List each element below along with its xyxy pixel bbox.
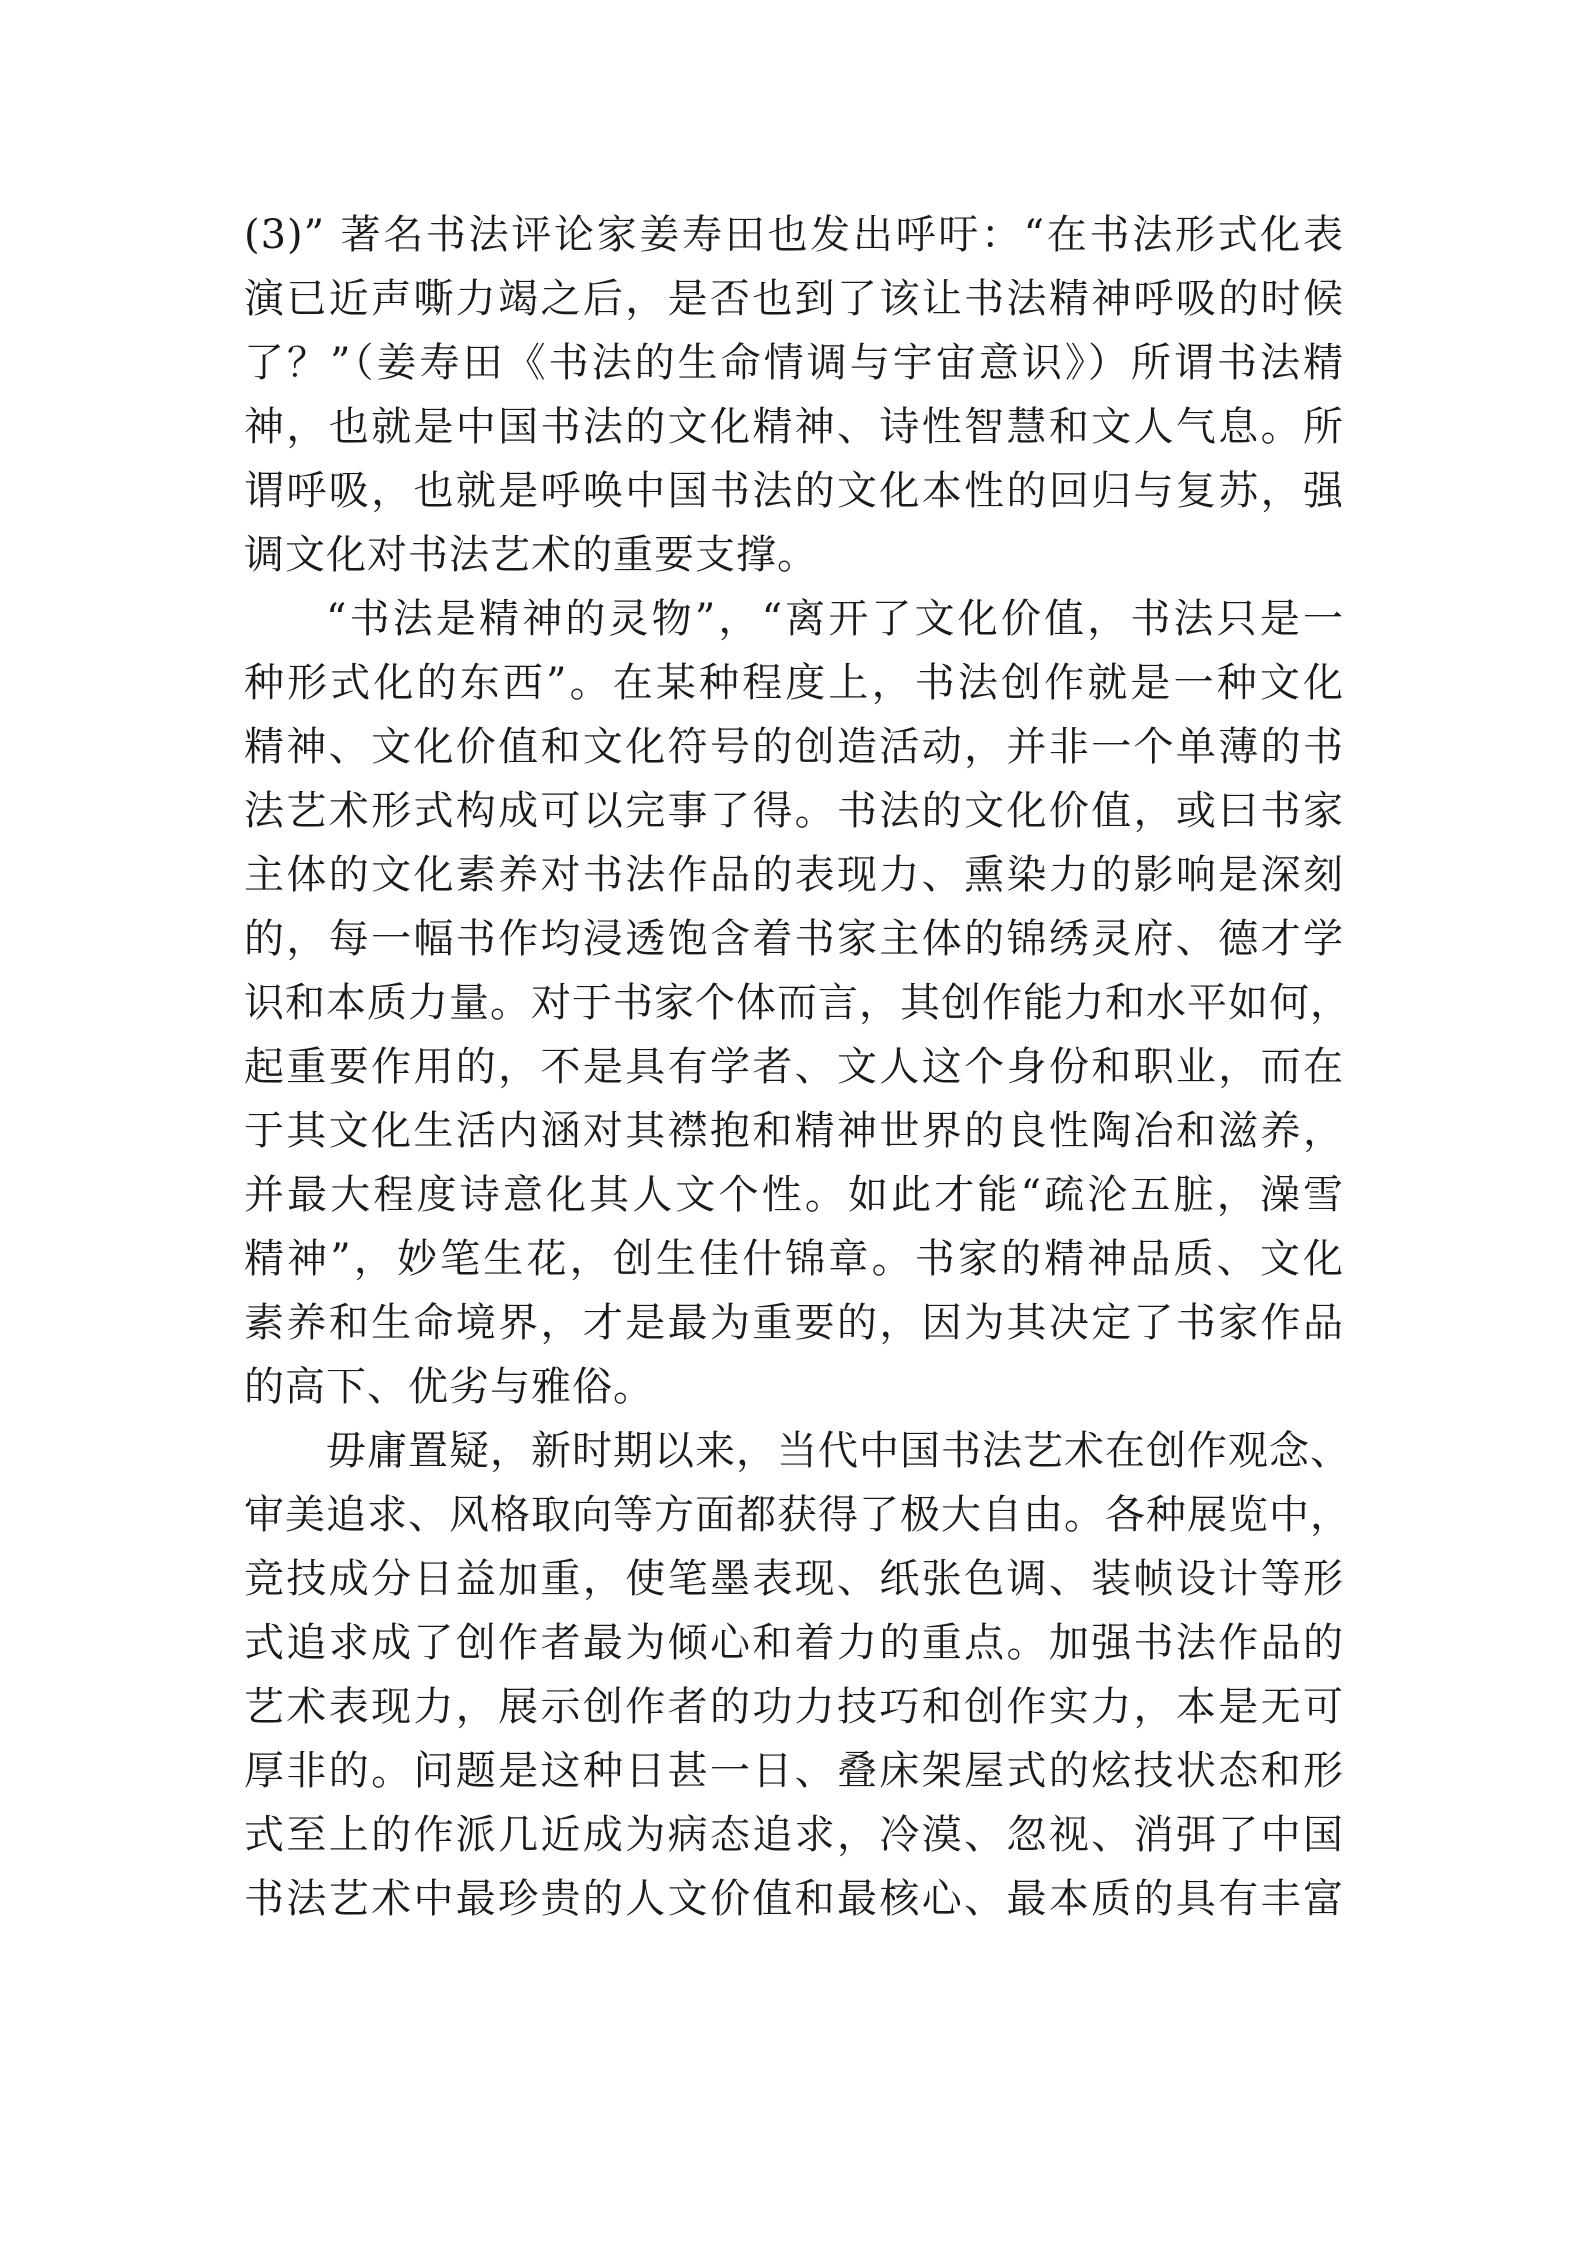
- text-line: 演已近声嘶力竭之后，是否也到了该让书法精神呼吸的时候: [244, 276, 1344, 322]
- text-line: 竞技成分日益加重，使笔墨表现、纸张色调、装帧设计等形: [244, 1556, 1344, 1602]
- text-line: “书法是精神的灵物”，“离开了文化价值，书法只是一: [326, 596, 1344, 642]
- text-line: 的，每一幅书作均浸透饱含着书家主体的锦绣灵府、德才学: [244, 916, 1344, 962]
- text-line: 式至上的作派几近成为病态追求，冷漠、忽视、消弭了中国: [244, 1812, 1344, 1858]
- text-line: 主体的文化素养对书法作品的表现力、熏染力的影响是深刻: [244, 852, 1344, 898]
- text-line: 厚非的。问题是这种日甚一日、叠床架屋式的炫技状态和形: [244, 1748, 1344, 1794]
- text-line: 审美追求、风格取向等方面都获得了极大自由。各种展览中，: [244, 1492, 1351, 1538]
- text-line: (3)” 著名书法评论家姜寿田也发出呼吁：“在书法形式化表: [244, 212, 1344, 258]
- document-page: [244, 203, 1351, 1931]
- text-line: 了？”（姜寿田《书法的生命情调与宇宙意识》）所谓书法精: [244, 340, 1344, 386]
- text-line: 并最大程度诗意化其人文个性。如此才能“疏沦五脏，澡雪: [244, 1172, 1344, 1218]
- text-line: 于其文化生活内涵对其襟抱和精神世界的良性陶冶和滋养，: [244, 1108, 1344, 1154]
- text-line: 毋庸置疑，新时期以来，当代中国书法艺术在创作观念、: [326, 1428, 1351, 1474]
- text-line: 式追求成了创作者最为倾心和着力的重点。加强书法作品的: [244, 1620, 1344, 1666]
- text-line: 精神”，妙笔生花，创生佳什锦章。书家的精神品质、文化: [244, 1236, 1344, 1282]
- text-line: 书法艺术中最珍贵的人文价值和最核心、最本质的具有丰富: [244, 1876, 1344, 1922]
- text-line: 起重要作用的，不是具有学者、文人这个身份和职业，而在: [244, 1044, 1344, 1090]
- text-line: 素养和生命境界，才是最为重要的，因为其决定了书家作品: [244, 1300, 1344, 1346]
- paragraph-3: [244, 1419, 1351, 1931]
- paragraph-1: [244, 203, 1344, 587]
- text-line: 神，也就是中国书法的文化精神、诗性智慧和文人气息。所: [244, 404, 1344, 450]
- text-line: 种形式化的东西”。在某种程度上，书法创作就是一种文化: [244, 660, 1344, 706]
- text-line: 法艺术形式构成可以完事了得。书法的文化价值，或曰书家: [244, 788, 1344, 834]
- text-line: 的高下、优劣与雅俗。: [244, 1364, 654, 1410]
- text-line: 艺术表现力，展示创作者的功力技巧和创作实力，本是无可: [244, 1684, 1344, 1730]
- paragraph-2: [244, 587, 1351, 1419]
- text-line: 精神、文化价值和文化符号的创造活动，并非一个单薄的书: [244, 724, 1344, 770]
- text-line: 谓呼吸，也就是呼唤中国书法的文化本性的回归与复苏，强: [244, 468, 1344, 514]
- text-line: 调文化对书法艺术的重要支撑。: [244, 532, 818, 578]
- text-line: 识和本质力量。对于书家个体而言，其创作能力和水平如何，: [244, 980, 1351, 1026]
